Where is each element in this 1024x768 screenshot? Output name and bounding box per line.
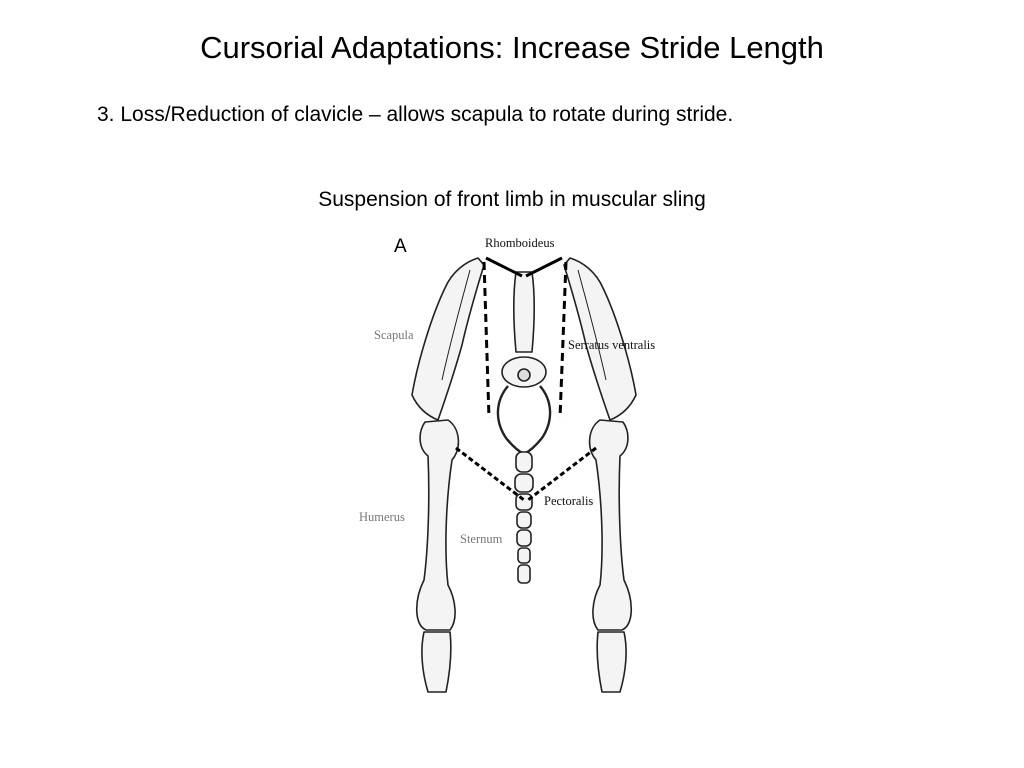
serratus-left-line [484,262,489,418]
right-humerus [590,420,632,630]
right-forearm [597,632,626,692]
serratus-right-line [560,262,566,418]
panel-letter: A [394,236,407,257]
pectoralis-right-line [528,448,596,500]
label-sternum: Sternum [460,532,503,546]
left-humerus [417,420,459,630]
forelimb-sling-diagram [330,225,690,700]
left-scapula [412,258,484,420]
label-humerus: Humerus [359,510,405,524]
slide-title: Cursorial Adaptations: Increase Stride Length [200,30,824,65]
figure-caption: Suspension of front limb in muscular sling [318,188,706,211]
sternum-bones [515,452,533,583]
spinous-process [514,272,535,352]
label-serratus-ventralis: Serratus ventralis [568,338,656,352]
left-forearm [422,632,451,692]
rib-cage [498,386,550,454]
rhomboideus-right-line [526,258,562,276]
rhomboideus-left-line [486,258,522,276]
label-scapula: Scapula [374,328,414,342]
label-rhomboideus: Rhomboideus [485,236,555,250]
bullet-point: 3. Loss/Reduction of clavicle – allows scapula to rotate during stride. [97,103,734,126]
label-pectoralis: Pectoralis [544,494,594,508]
pectoralis-left-line [456,448,524,500]
